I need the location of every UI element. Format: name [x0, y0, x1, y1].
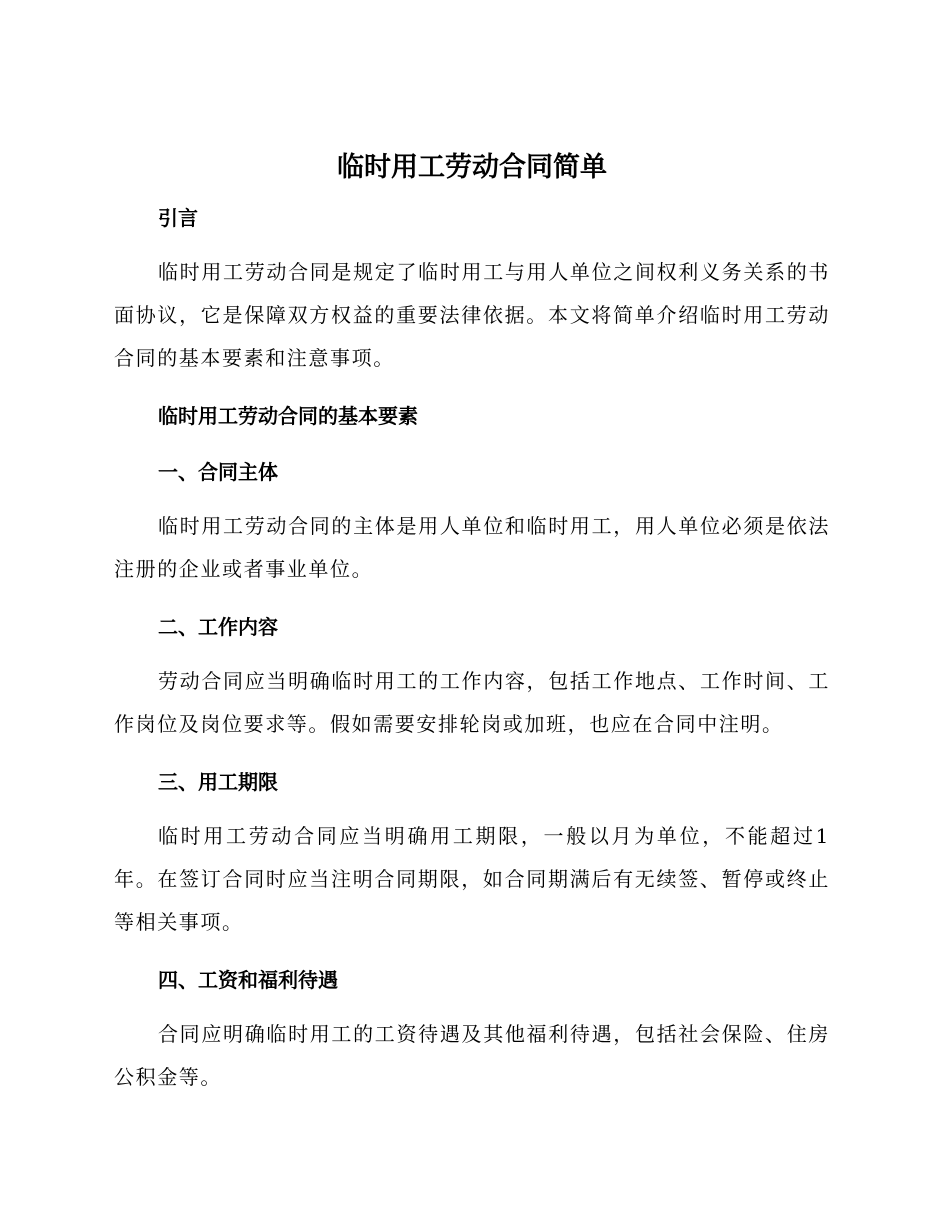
section-paragraph-wages-benefits: 合同应明确临时用工的工资待遇及其他福利待遇，包括社会保险、住房公积金等。 — [114, 1022, 830, 1089]
section-paragraph-subject: 临时用工劳动合同的主体是用人单位和临时用工，用人单位必须是依法注册的企业或者事业单位。 — [114, 514, 830, 581]
document-title: 临时用工劳动合同简单 — [337, 152, 607, 183]
section-heading-subject: 一、合同主体 — [158, 460, 278, 484]
intro-paragraph: 临时用工劳动合同是规定了临时用工与用人单位之间权利义务关系的书面协议，它是保障双方权益的重要法律依据。本文将简单介绍临时用工劳动合同的基本要素和注意事项。 — [114, 260, 830, 370]
basics-heading: 临时用工劳动合同的基本要素 — [158, 404, 418, 428]
section-heading-term: 三、用工期限 — [158, 770, 278, 794]
section-paragraph-term: 临时用工劳动合同应当明确用工期限，一般以月为单位，不能超过1年。在签订合同时应当注明合同期限，如合同期满后有无续签、暂停或终止等相关事项。 — [114, 824, 830, 934]
section-heading-work-content: 二、工作内容 — [158, 615, 278, 639]
section-heading-wages-benefits: 四、工资和福利待遇 — [158, 968, 338, 992]
intro-heading: 引言 — [158, 206, 198, 230]
section-paragraph-work-content: 劳动合同应当明确临时用工的工作内容，包括工作地点、工作时间、工作岗位及岗位要求等。假如需要安排轮岗或加班，也应在合同中注明。 — [114, 669, 830, 736]
